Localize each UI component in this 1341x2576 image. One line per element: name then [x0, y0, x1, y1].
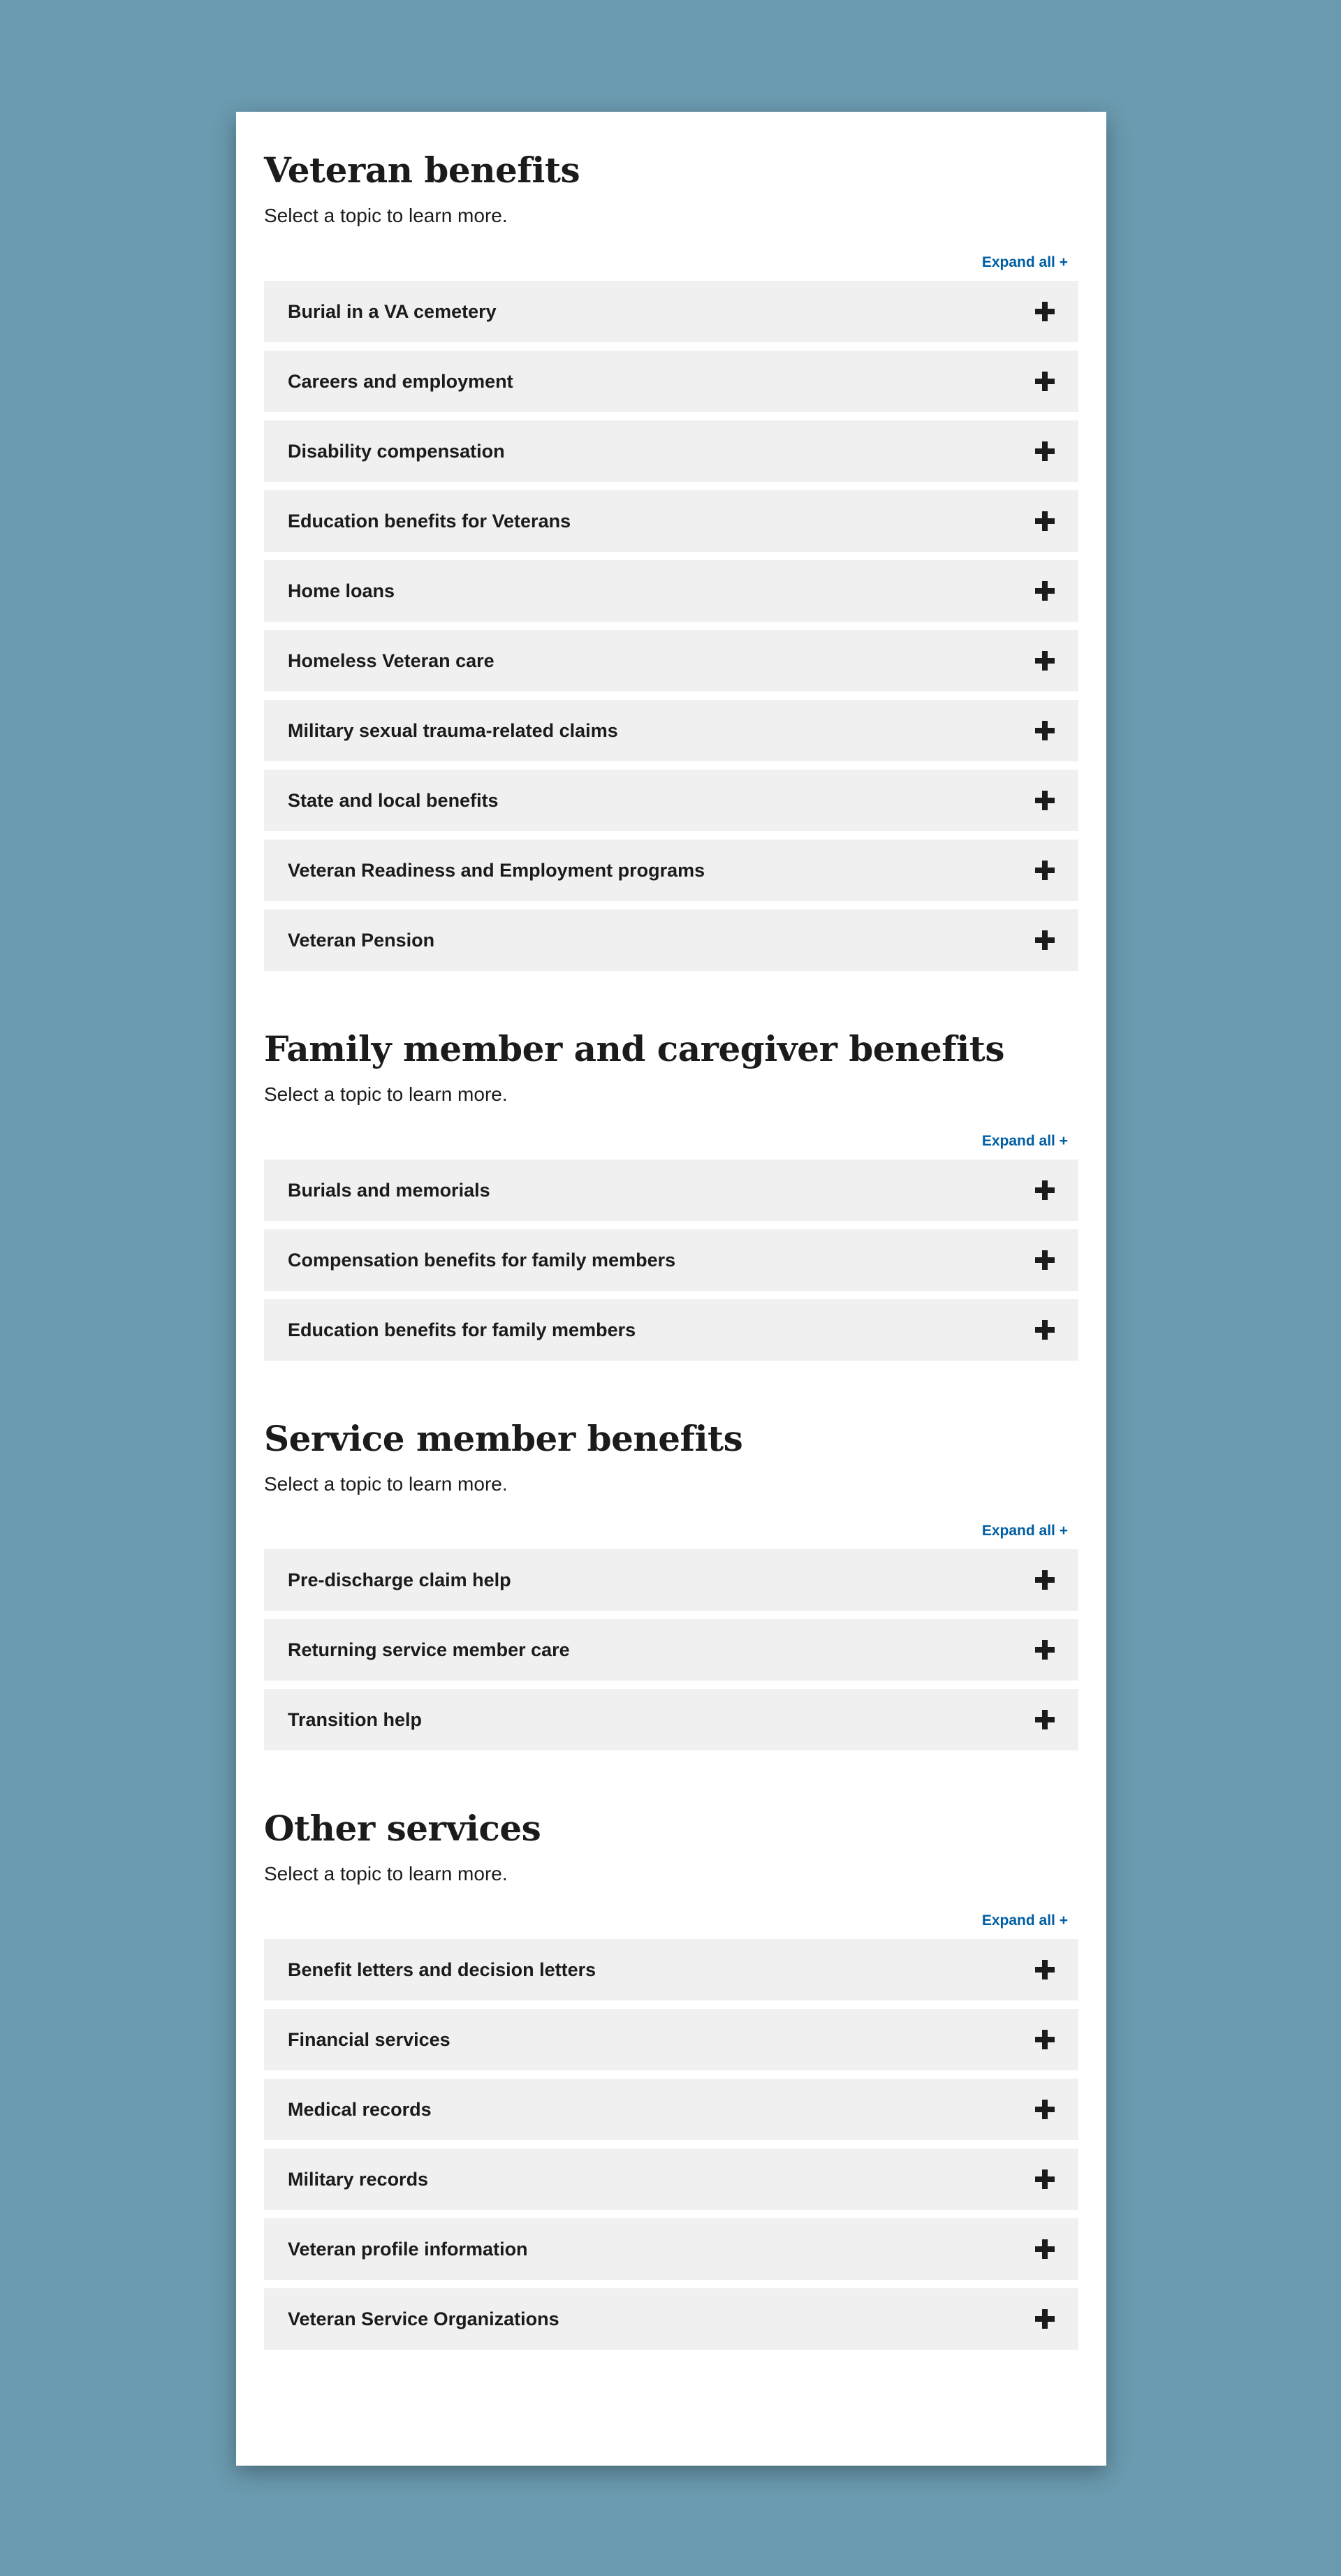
accordion-item-label: Burial in a VA cemetery: [288, 300, 497, 322]
accordion-item[interactable]: [264, 490, 1078, 552]
accordion-item[interactable]: [264, 351, 1078, 412]
plus-icon: [1035, 791, 1055, 810]
accordion-item-label: Military sexual trauma-related claims: [288, 719, 618, 741]
plus-icon: [1035, 1710, 1055, 1729]
section-title: Family member and caregiver benefits: [264, 1028, 1005, 1069]
plus-icon: [1035, 861, 1055, 880]
plus-icon: [1035, 1250, 1055, 1270]
plus-icon: [1035, 302, 1055, 321]
section-service-member-benefits: [264, 1418, 1078, 1750]
accordion-item-label: Veteran Readiness and Employment programs: [288, 859, 705, 881]
accordion-item-label: Home loans: [288, 580, 395, 601]
accordion-item[interactable]: [264, 2079, 1078, 2140]
plus-icon: [1035, 1180, 1055, 1200]
accordion: [264, 281, 1078, 971]
expand-row: [264, 1521, 1078, 1541]
accordion-item[interactable]: [264, 1619, 1078, 1681]
accordion-item-label: Military records: [288, 2168, 429, 2190]
accordion-item-label: Education benefits for family members: [288, 1319, 636, 1340]
accordion-item[interactable]: [264, 909, 1078, 971]
accordion-item-label: Financial services: [288, 2028, 450, 2050]
accordion-item[interactable]: [264, 2218, 1078, 2280]
accordion-item[interactable]: [264, 560, 1078, 622]
accordion-item[interactable]: [264, 1689, 1078, 1750]
accordion: [264, 1159, 1078, 1361]
accordion-item[interactable]: [264, 2009, 1078, 2070]
plus-icon: [1035, 581, 1055, 601]
plus-icon: [1035, 1570, 1055, 1590]
accordion-item-label: Medical records: [288, 2098, 432, 2120]
plus-icon: [1035, 511, 1055, 531]
accordion-item[interactable]: [264, 770, 1078, 831]
plus-icon: [1035, 930, 1055, 950]
accordion-item[interactable]: [264, 420, 1078, 482]
accordion-item-label: Pre-discharge claim help: [288, 1569, 511, 1590]
section-intro: Select a topic to learn more.: [264, 1083, 508, 1105]
accordion-item-label: Careers and employment: [288, 370, 513, 392]
plus-icon: [1035, 2239, 1055, 2259]
accordion-item-label: Compensation benefits for family members: [288, 1249, 676, 1271]
accordion-item[interactable]: [264, 1299, 1078, 1361]
accordion-item-label: Education benefits for Veterans: [288, 510, 571, 532]
accordion: [264, 1939, 1078, 2350]
plus-icon: [1035, 1320, 1055, 1340]
plus-icon: [1035, 721, 1055, 740]
plus-icon: [1035, 441, 1055, 461]
section-other-services: [264, 1808, 1078, 2350]
accordion-item[interactable]: [264, 700, 1078, 761]
accordion-item[interactable]: [264, 1229, 1078, 1291]
expand-all-button[interactable]: Expand all +: [981, 1912, 1068, 1929]
accordion-item-label: Veteran Service Organizations: [288, 2308, 559, 2329]
plus-icon: [1035, 651, 1055, 671]
plus-icon: [1035, 372, 1055, 391]
benefits-card: [236, 112, 1106, 2466]
accordion-item-label: Veteran profile information: [288, 2238, 528, 2260]
accordion-item[interactable]: [264, 1159, 1078, 1221]
plus-icon: [1035, 2309, 1055, 2329]
section-veteran-benefits: [264, 149, 1078, 971]
accordion-item[interactable]: [264, 630, 1078, 691]
section-intro: Select a topic to learn more.: [264, 205, 508, 226]
accordion: [264, 1549, 1078, 1750]
accordion-item-label: Homeless Veteran care: [288, 650, 494, 671]
accordion-item-label: State and local benefits: [288, 789, 499, 811]
accordion-item[interactable]: [264, 2149, 1078, 2210]
accordion-item-label: Transition help: [288, 1708, 423, 1730]
expand-all-button[interactable]: Expand all +: [981, 254, 1068, 270]
expand-all-button[interactable]: Expand all +: [981, 1133, 1068, 1149]
accordion-item[interactable]: [264, 1549, 1078, 1611]
plus-icon: [1035, 2100, 1055, 2119]
accordion-item-label: Burials and memorials: [288, 1179, 490, 1201]
plus-icon: [1035, 1640, 1055, 1660]
accordion-item[interactable]: [264, 840, 1078, 901]
expand-row: [264, 253, 1078, 272]
section-title: Other services: [264, 1808, 541, 1849]
expand-all-button[interactable]: Expand all +: [981, 1523, 1068, 1539]
expand-row: [264, 1132, 1078, 1151]
accordion-item-label: Benefit letters and decision letters: [288, 1959, 596, 1980]
section-intro: Select a topic to learn more.: [264, 1473, 508, 1495]
section-title: Veteran benefits: [264, 149, 580, 191]
plus-icon: [1035, 2030, 1055, 2049]
plus-icon: [1035, 1960, 1055, 1979]
plus-icon: [1035, 2169, 1055, 2189]
section-title: Service member benefits: [264, 1418, 743, 1459]
accordion-item-label: Veteran Pension: [288, 929, 435, 951]
accordion-item-label: Disability compensation: [288, 440, 505, 462]
expand-row: [264, 1911, 1078, 1931]
section-family-caregiver-benefits: [264, 1028, 1078, 1361]
accordion-item[interactable]: [264, 281, 1078, 342]
accordion-item-label: Returning service member care: [288, 1639, 570, 1660]
accordion-item[interactable]: [264, 2288, 1078, 2350]
section-intro: Select a topic to learn more.: [264, 1863, 508, 1885]
accordion-item[interactable]: [264, 1939, 1078, 2000]
